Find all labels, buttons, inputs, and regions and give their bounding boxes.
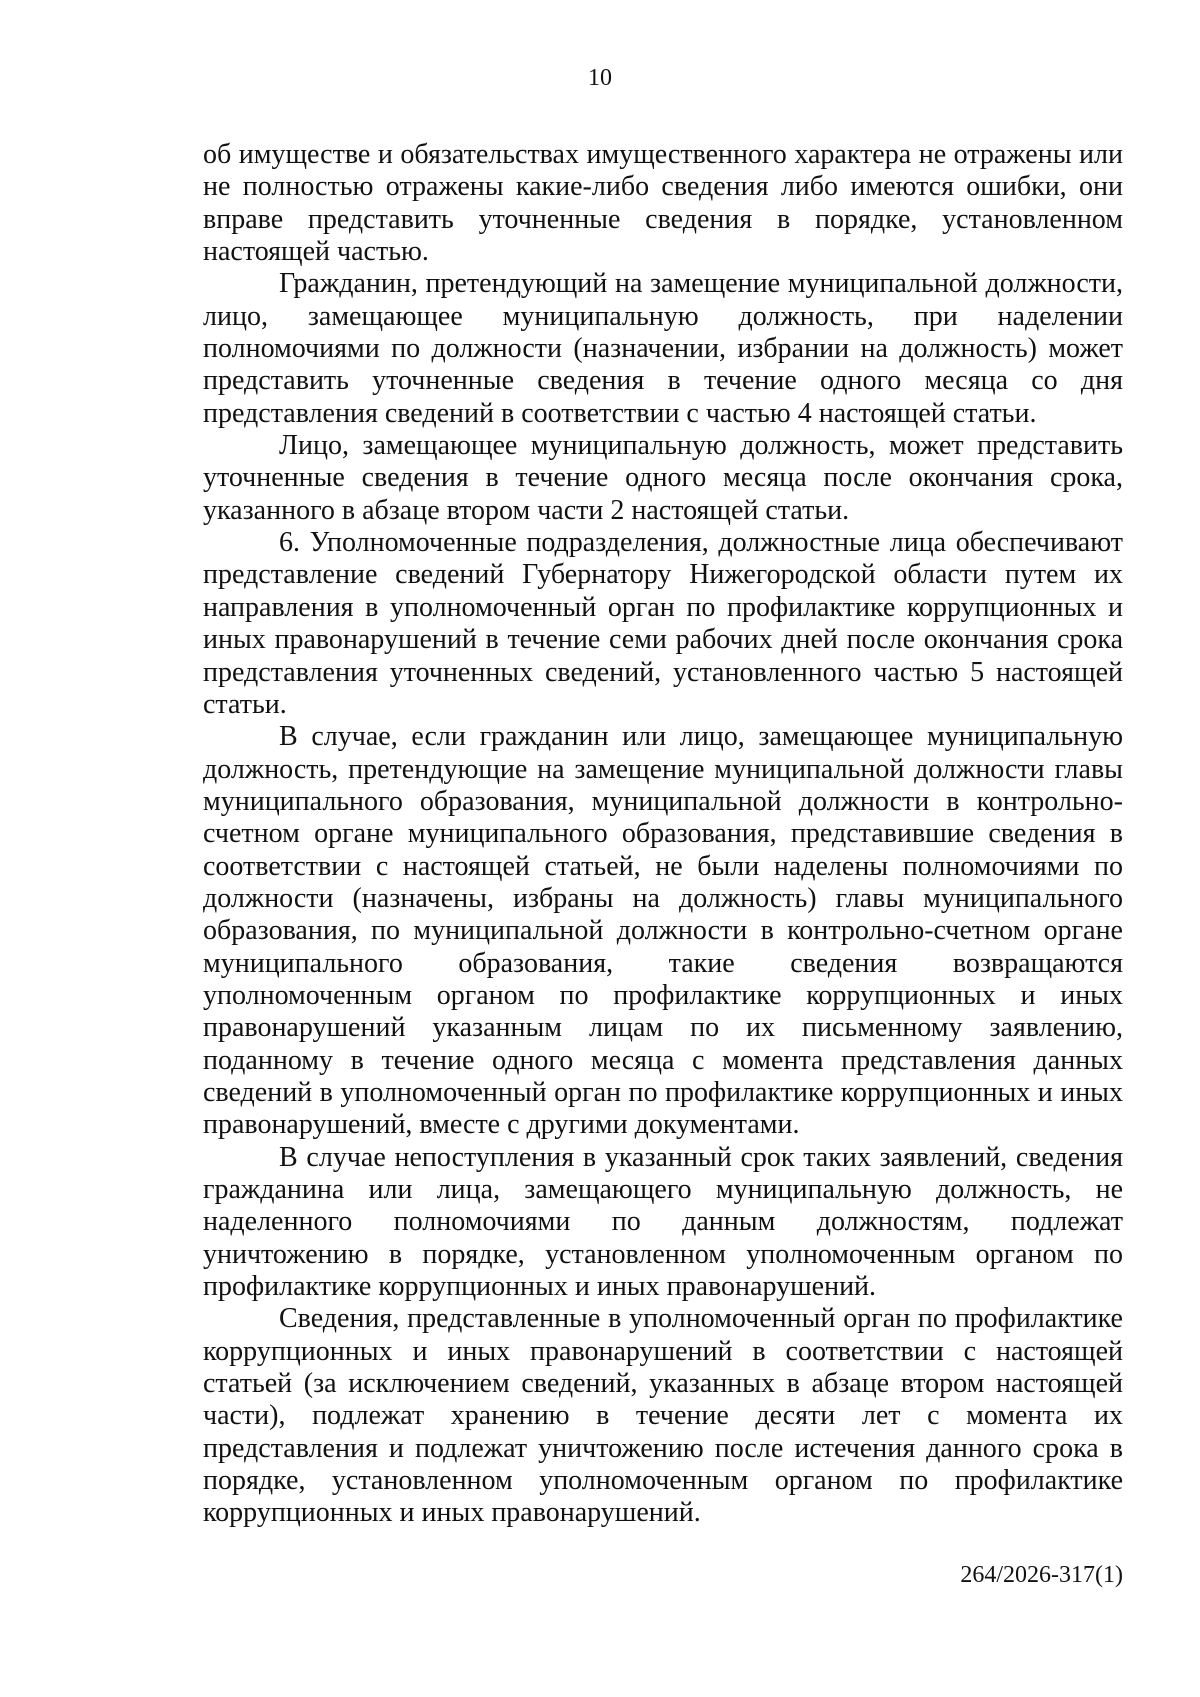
document-code: 264/2026-317(1) — [960, 1562, 1123, 1588]
paragraph-item-6: 6. Уполномоченные подразделения, должностные лица обеспечивают представление сведений Губернатору Нижегородской области путем их направления в уполномоченный орган по профилактике коррупционных и иных правонарушений в течение семи рабочих дней после окончания срока представления уточненных сведений, установленного частью 5 настоящей статьи. — [203, 527, 1123, 720]
paragraph-officeholder-clarification: Лицо, замещающее муниципальную должность, может представить уточненные сведения в течение одного месяца после окончания срока, указанного в абзаце втором части 2 настоящей статьи. — [203, 430, 1123, 526]
page-number: 10 — [588, 65, 612, 91]
paragraph-destruction: В случае непоступления в указанный срок таких заявлений, сведения гражданина или лица, замещающего муниципальную должность, не наделенного полномочиями по данным должностям, подлежат уничтожению в порядке, установленном уполномоченным органом по профилактике коррупционных и иных правонарушений. — [203, 1141, 1123, 1303]
paragraph-storage: Сведения, представленные в уполномоченный орган по профилактике коррупционных и иных правонарушений в соответствии с настоящей статьей (за исключением сведений, указанных в абзаце втором настоящей части), подлежат хранению в течение десяти лет с момента их представления и подлежат уничтожению после истечения данного срока в порядке, установленном уполномоченным органом по профилактике коррупционных и иных правонарушений. — [203, 1303, 1123, 1529]
document-body — [203, 139, 1123, 1530]
paragraph-citizen-clarification: Гражданин, претендующий на замещение муниципальной должности, лицо, замещающее муниципальную должность, при наделении полномочиями по должности (назначении, избрании на должность) может представить уточненные сведения в течение одного месяца со дня представления сведений в соответствии с частью 4 настоящей статьи. — [203, 268, 1123, 429]
paragraph-continuation: об имуществе и обязательствах имущественного характера не отражены или не полностью отражены какие-либо сведения либо имеются ошибки, они вправе представить уточненные сведения в порядке, установленном настоящей частью. — [203, 139, 1123, 268]
paragraph-return-of-information: В случае, если гражданин или лицо, замещающее муниципальную должность, претендующие на замещение муниципальной должности главы муниципального образования, муниципальной должности в контрольно-счетном органе муниципального образования, представившие сведения в соответствии с настоящей статьей, не были наделены полномочиями по должности (назначены, избраны на должность) главы муниципального образования, по муниципальной должности в контрольно-счетном органе муниципального образования, такие сведения возвращаются уполномоченным органом по профилактике коррупционных и иных правонарушений указанным лицам по их письменному заявлению, поданному в течение одного месяца с момента представления данных сведений в уполномоченный орган по профилактике коррупционных и иных правонарушений, вместе с другими документами. — [203, 721, 1123, 1141]
